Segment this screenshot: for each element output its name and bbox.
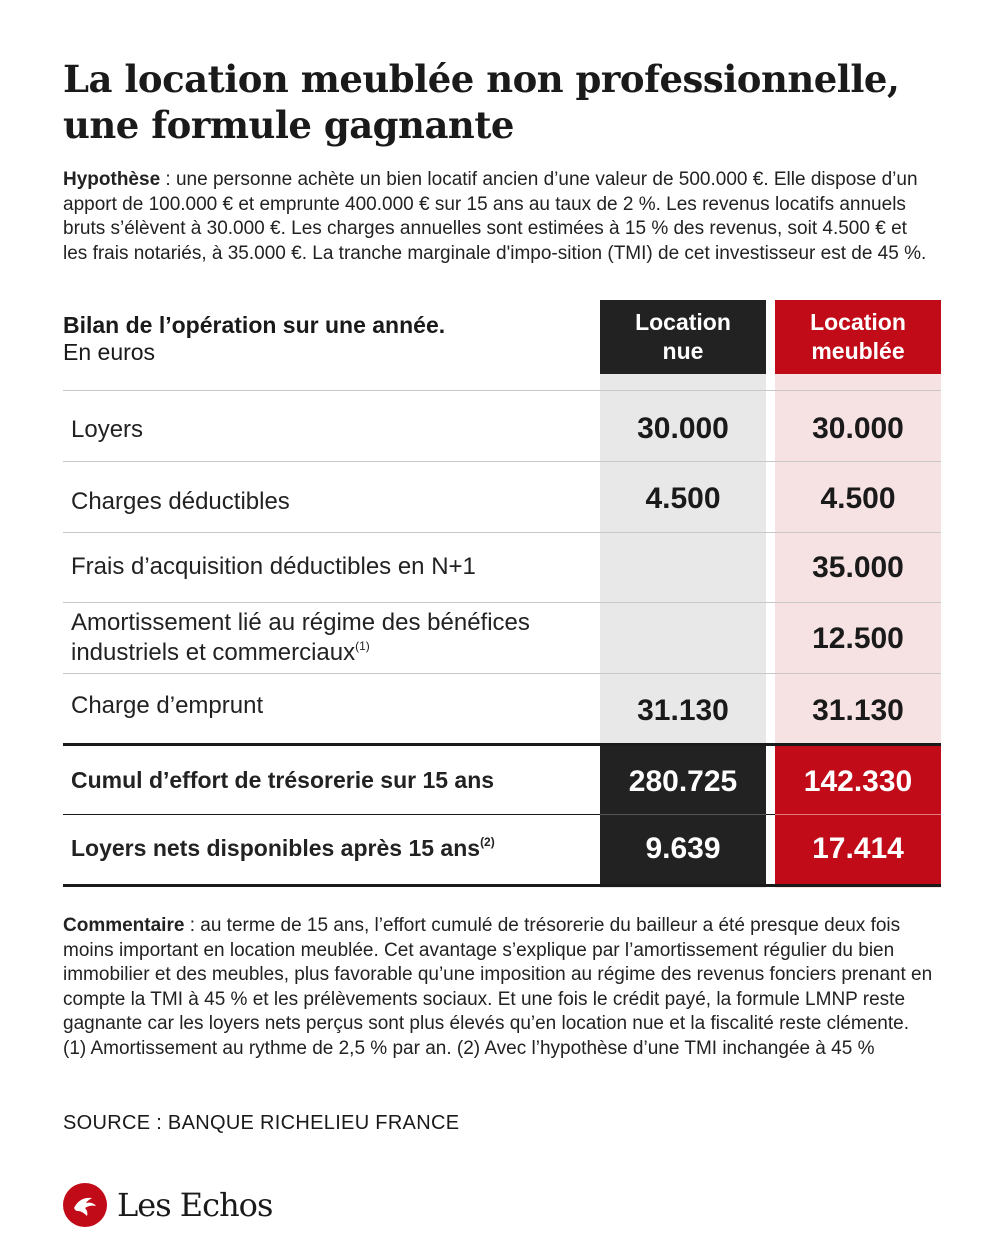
- value-meublee-loyers: 30.000: [812, 412, 904, 445]
- value-meublee-frais: 35.000: [812, 551, 904, 584]
- row-divider: [63, 461, 941, 462]
- table-title: Bilan de l’opération sur une année.: [63, 312, 446, 338]
- footnote-marker: (1): [355, 639, 370, 653]
- table-row-label: Loyers: [71, 416, 144, 443]
- row-divider: [63, 673, 941, 674]
- table-row-label: [71, 608, 571, 668]
- table-row-label: Charges déductibles: [71, 488, 290, 515]
- cell-divider: [600, 814, 766, 815]
- headline-line-1: La location meublée non professionnelle,: [63, 57, 900, 101]
- value-nue-loyers-nets: 9.639: [645, 832, 721, 865]
- column-header-nue-label: Location nue: [635, 309, 731, 364]
- les-echos-wordmark: Les Echos: [117, 1186, 273, 1224]
- column-header-meublee-label: Location meublée: [810, 309, 906, 364]
- hypothesis-label: Hypothèse: [63, 169, 161, 190]
- table-bottom-rule: [63, 884, 941, 887]
- table-row-label: Frais d’acquisition déductibles en N+1: [71, 553, 476, 580]
- value-nue-cumul: 280.725: [628, 765, 738, 798]
- loyers-nets-label: Loyers nets disponibles après 15 ans: [71, 835, 481, 861]
- source-credit: SOURCE : BANQUE RICHELIEU FRANCE: [63, 1112, 460, 1134]
- row-divider: [63, 390, 941, 391]
- hypothesis-text: : une personne achète un bien locatif ancien d’une valeur de 500.000 €. Elle dispose d’un apport de 100.000 € et emprunte 400.000 € sur 15 ans au taux de 2 %. Les revenus locatifs annuels bruts s’élèvent à 30.000 €. Les charges annuelles sont estimées à 15 % des revenus, soit 4.500 € et les frais notariés, à 35.000 €. La tranche marginale d'impo-sition (TMI) de cet investisseur est de 45 %.: [63, 169, 927, 264]
- totals-row-label: Cumul d’effort de trésorerie sur 15 ans: [71, 767, 495, 793]
- headline-line-2: une formule gagnante: [63, 103, 514, 147]
- column-header-nue: [600, 300, 766, 374]
- value-meublee-cumul: 142.330: [803, 765, 913, 798]
- headline: [63, 56, 963, 148]
- value-meublee-charges: 4.500: [820, 482, 896, 515]
- amortissement-label: Amortissement lié au régime des bénéfices industriels et commerciaux: [71, 609, 530, 666]
- row-divider: [63, 602, 941, 603]
- row-divider: [63, 532, 941, 533]
- les-echos-bird-icon: [63, 1183, 107, 1227]
- comment-paragraph: [63, 914, 933, 1061]
- value-meublee-loyers-nets: 17.414: [812, 832, 904, 865]
- totals-row-label: [71, 833, 591, 863]
- value-meublee-amortissement: 12.500: [812, 622, 904, 655]
- value-nue-loyers: 30.000: [637, 412, 729, 445]
- cell-divider: [775, 814, 941, 815]
- footnote-marker: (2): [480, 835, 495, 849]
- value-meublee-emprunt: 31.130: [812, 694, 904, 727]
- column-header-meublee: [775, 300, 941, 374]
- table-heading: [63, 312, 445, 366]
- les-echos-logo: [63, 1183, 272, 1227]
- table-row-label: Charge d’emprunt: [71, 692, 264, 719]
- hypothesis-paragraph: [63, 168, 933, 266]
- table-subtitle: En euros: [63, 339, 156, 365]
- comment-label: Commentaire: [63, 915, 185, 936]
- footnotes: (1) Amortissement au rythme de 2,5 % par an. (2) Avec l’hypothèse d’une TMI inchangée à 45 %: [63, 1037, 875, 1059]
- value-nue-emprunt: 31.130: [637, 694, 729, 727]
- comment-text: : au terme de 15 ans, l’effort cumulé de trésorerie du bailleur a été presque deux fois moins important en location meublée. Cet avantage s’explique par l’amortissement régulier du bien immobilier et des meubles, plus favorable qu’une imposition au régime des revenus fonciers prenant en compte la TMI à 45 % et les prélèvements sociaux. Et une fois le crédit payé, la formule LMNP reste gagnante car les loyers nets perçus sont plus élevés qu’en location nue et la fiscalité reste clémente.: [63, 915, 933, 1034]
- value-nue-charges: 4.500: [645, 482, 721, 515]
